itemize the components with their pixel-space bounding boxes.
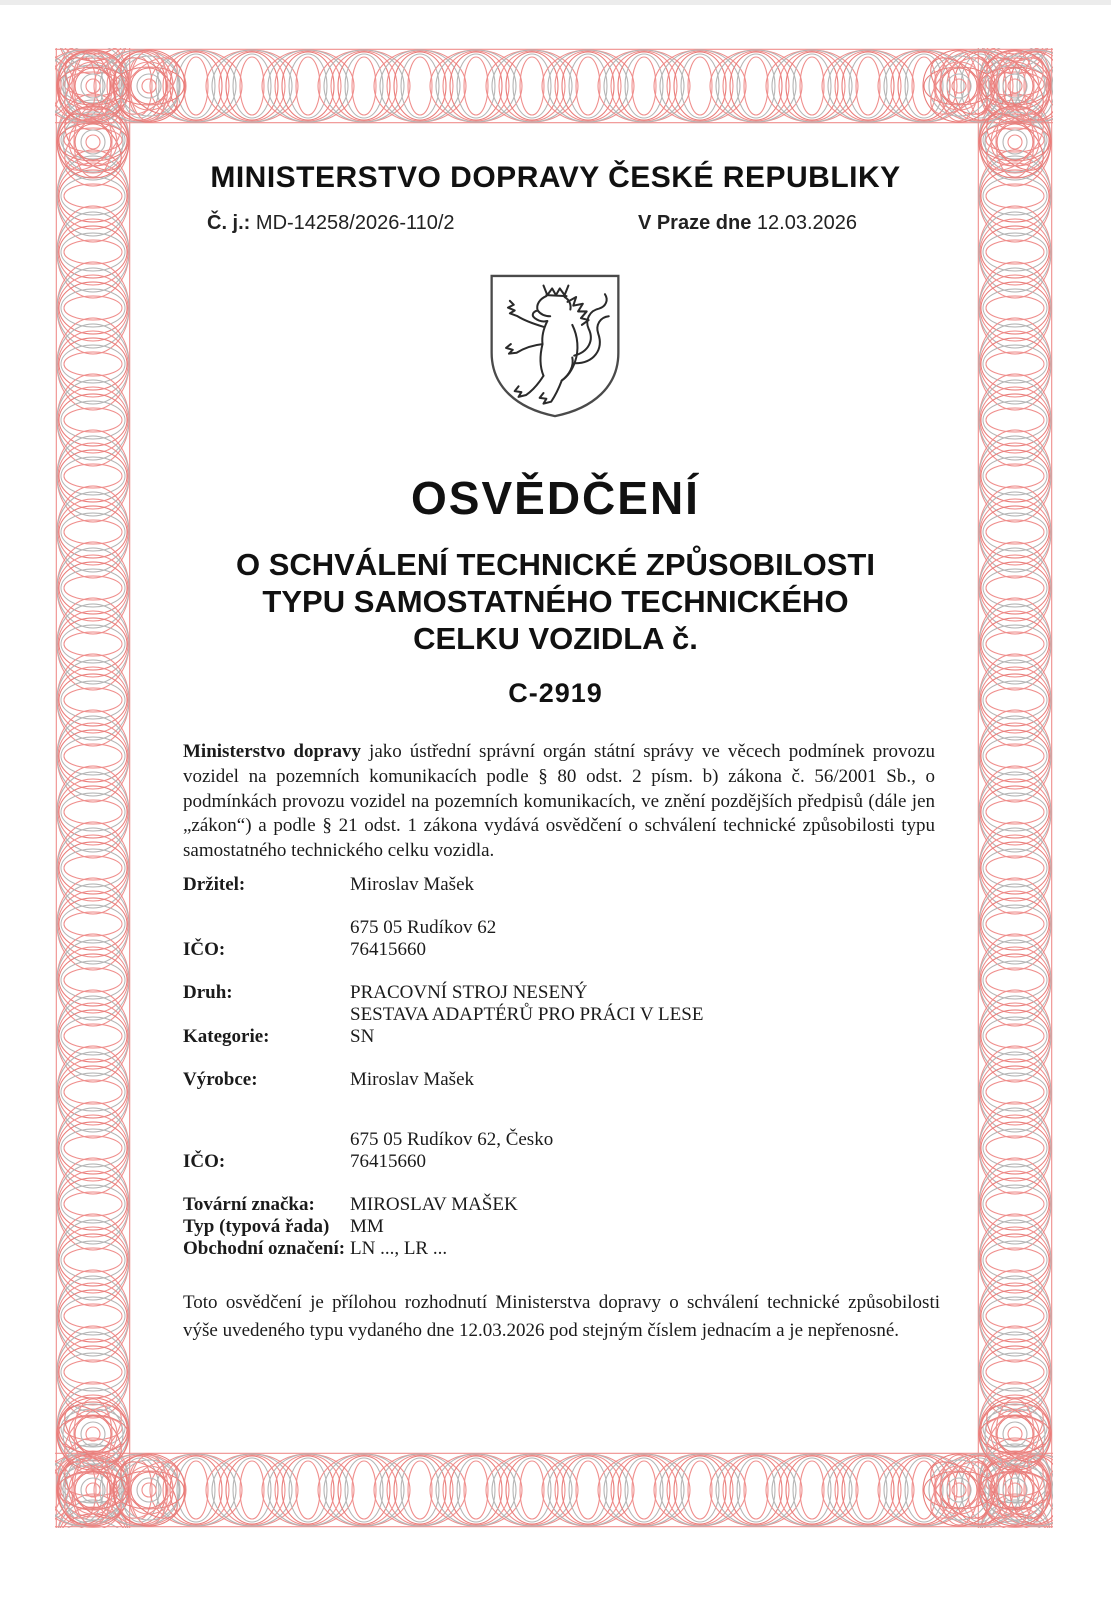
- certificate-number: C-2919: [508, 678, 603, 708]
- field-row-type: [183, 1216, 935, 1238]
- field-value: PRACOVNÍ STROJ NESENÝ: [350, 982, 588, 1003]
- field-row-holder-ico: [183, 939, 935, 961]
- field-label: [183, 917, 350, 939]
- intro-lead: Ministerstvo dopravy: [183, 741, 361, 762]
- place-date: [638, 212, 857, 235]
- place-date-label: V Praze dne: [637, 212, 752, 234]
- field-value: Miroslav Mašek: [350, 1069, 475, 1090]
- field-value: MM: [350, 1216, 384, 1237]
- intro-paragraph: [183, 740, 935, 864]
- field-label: IČO:: [183, 1151, 226, 1172]
- field-label: Držitel:: [183, 874, 246, 895]
- subtitle-line-1: O SCHVÁLENÍ TECHNICKÉ ZPŮSOBILOSTI: [236, 547, 875, 582]
- field-value: 76415660: [350, 1151, 426, 1172]
- field-row-make: [183, 1194, 935, 1216]
- subtitle-line-3: CELKU VOZIDLA č.: [413, 621, 698, 656]
- field-row-manufacturer: [183, 1069, 935, 1091]
- field-row-trade-name: [183, 1238, 935, 1260]
- field-row-holder-address: [183, 917, 935, 939]
- field-row-holder: [183, 874, 935, 896]
- field-value: LN ..., LR ...: [350, 1238, 448, 1259]
- field-row-category: [183, 1026, 935, 1048]
- place-date-value: 12.03.2026: [756, 212, 857, 234]
- field-value: 76415660: [350, 939, 426, 960]
- document-title: OSVĚDČENÍ: [411, 472, 700, 524]
- field-row-kind: [183, 982, 935, 1004]
- field-label: [183, 1004, 350, 1026]
- file-number-value: MD-14258/2026-110/2: [255, 212, 455, 234]
- reference-line: [207, 212, 857, 235]
- field-value: Miroslav Mašek: [350, 874, 475, 895]
- field-label: Výrobce:: [183, 1069, 258, 1090]
- field-row-manufacturer-address: [183, 1129, 935, 1151]
- field-value: SESTAVA ADAPTÉRŮ PRO PRÁCI V LESE: [350, 1004, 704, 1025]
- certificate-fields: [183, 874, 935, 1260]
- field-value: 675 05 Rudíkov 62: [350, 917, 497, 938]
- field-label: Obchodní označení:: [183, 1238, 346, 1259]
- field-label: Typ (typová řada): [183, 1216, 330, 1237]
- field-label: [183, 1129, 350, 1151]
- field-label: IČO:: [183, 939, 226, 960]
- file-number-label: Č. j.:: [207, 212, 251, 234]
- field-value: SN: [350, 1026, 375, 1047]
- footer-paragraph: Toto osvědčení je přílohou rozhodnutí Ministerstva dopravy o schválení technické způsobilosti výše uvedeného typu vydaného dne 12.03.2026 pod stejným číslem jednacím a je nepřenosné.: [183, 1292, 940, 1341]
- field-label: Tovární značka:: [183, 1194, 315, 1215]
- file-number: [207, 212, 455, 235]
- intro-rest: jako ústřední správní orgán státní správy ve věcech podmínek provozu vozidel na pozemních komunikacích podle § 80 odst. 2 písm. b) zákona č. 56/2001 Sb., o podmínkách provozu vozidel na pozemních komunikacích, ve znění pozdějších předpisů (dále jen „zákon“) a podle § 21 odst. 1 zákona vydává osvědčení o schválení technické způsobilosti typu samostatného technického celku vozidla.: [183, 741, 935, 862]
- field-value: MIROSLAV MAŠEK: [350, 1194, 518, 1215]
- ministry-title: MINISTERSTVO DOPRAVY ČESKÉ REPUBLIKY: [210, 161, 901, 194]
- czech-lion-coat-of-arms-icon: [483, 271, 627, 421]
- field-value: 675 05 Rudíkov 62, Česko: [350, 1129, 554, 1150]
- field-label: Druh:: [183, 982, 233, 1003]
- subtitle-line-2: TYPU SAMOSTATNÉHO TECHNICKÉHO: [262, 584, 849, 619]
- field-row-manufacturer-ico: [183, 1151, 935, 1173]
- document-subtitle: [0, 546, 1111, 657]
- field-row-kind-2: [183, 1004, 935, 1026]
- field-label: Kategorie:: [183, 1026, 270, 1047]
